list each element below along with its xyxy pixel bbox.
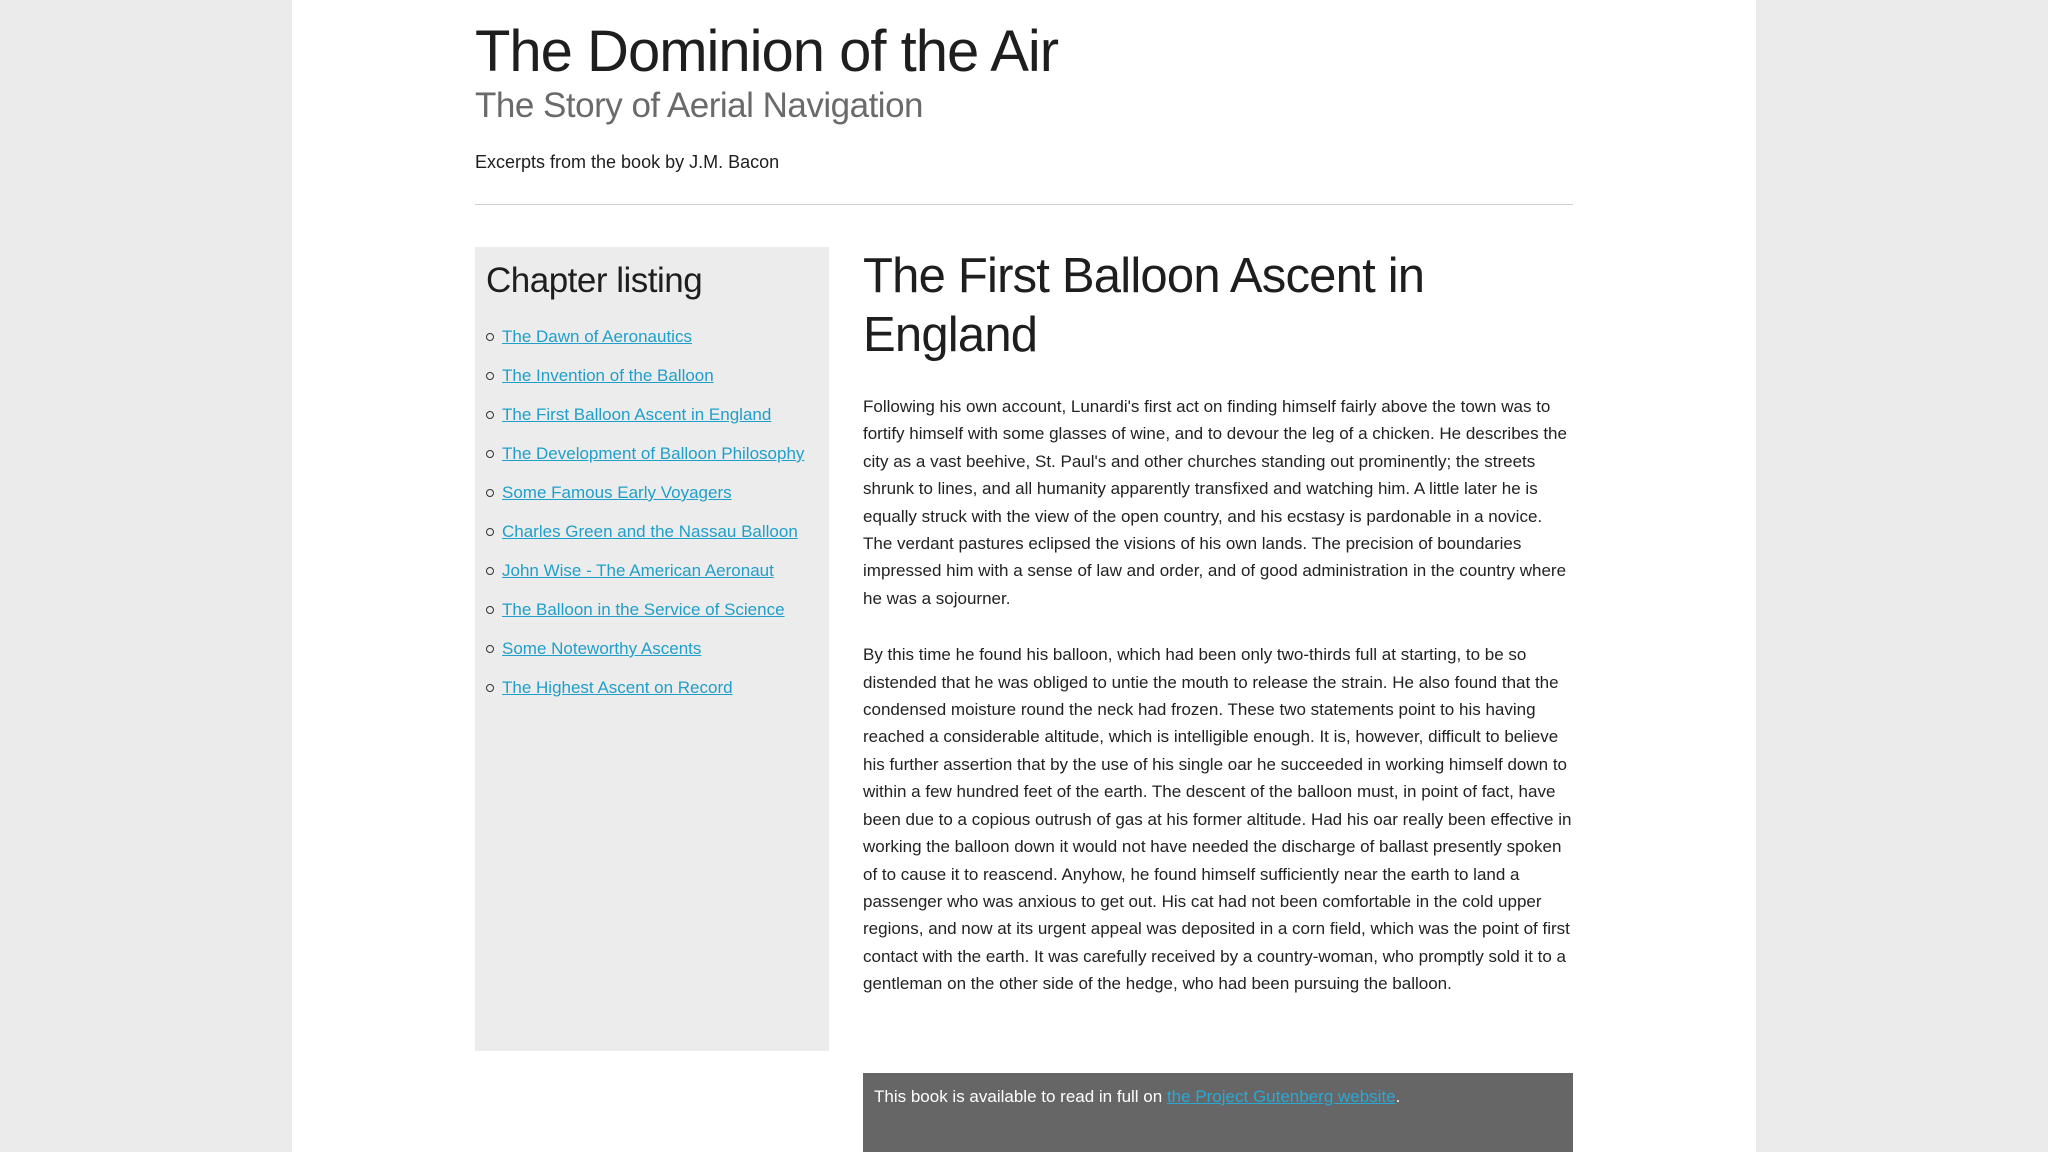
bullet-icon [486,606,494,614]
chapter-link-balloon-philosophy[interactable]: The Development of Balloon Philosophy [502,444,805,463]
site-title: The Dominion of the Air [475,19,1059,84]
chapter-list-item [486,561,804,600]
byline: Excerpts from the book by J.M. Bacon [475,152,780,172]
bullet-icon [486,411,494,419]
chapter-link-early-voyagers[interactable]: Some Famous Early Voyagers [502,483,732,502]
chapter-list [486,327,804,717]
article-body [863,393,1573,998]
bullet-icon [486,645,494,653]
notice-text [874,1087,1400,1107]
chapter-list-item [486,327,804,366]
notice-text-before: This book is available to read in full on [874,1087,1167,1106]
bullet-icon [486,372,494,380]
page-container [292,0,1756,1152]
article-paragraph: By this time he found his balloon, which had been only two-thirds full at starting, to be so distended that he was obliged to untie the mouth to release the strain. He also found that the condensed moisture round the neck had frozen. These two statements point to his having reached a considerable altitude, which is intelligible enough. It is, however, difficult to believe his further assertion that by the use of his single oar he succeeded in working himself down to within a few hundred feet of the earth. The descent of the balloon must, in point of fact, have been due to a copious outrush of gas at his former altitude. Had his oar really been effective in working the balloon down it would not have needed the discharge of ballast presently spoken of to cause it to reascend. Anyhow, he found himself sufficiently near the earth to land a passenger who was anxious to get out. His cat had not been comfortable in the cold upper regions, and now at its urgent appeal was deposited in a corn field, which was the point of first contact with the earth. It was carefully received by a country-woman, who promptly sold it to a gentleman on the other side of the hedge, who had been pursuing the balloon. [863,645,1572,994]
gutenberg-notice [863,1073,1573,1152]
chapter-list-item [486,522,804,561]
sidebar-heading: Chapter listing [486,261,703,300]
chapter-list-item [486,600,804,639]
chapter-list-item [486,366,804,405]
bullet-icon [486,333,494,341]
site-subtitle: The Story of Aerial Navigation [475,86,924,125]
bullet-icon [486,450,494,458]
chapter-list-item [486,639,804,678]
chapter-link-dawn-of-aeronautics[interactable]: The Dawn of Aeronautics [502,327,692,346]
chapter-link-invention-of-balloon[interactable]: The Invention of the Balloon [502,366,714,385]
chapter-link-charles-green[interactable]: Charles Green and the Nassau Balloon [502,522,798,541]
chapter-list-item [486,483,804,522]
chapter-list-item [486,444,804,483]
bullet-icon [486,684,494,692]
bullet-icon [486,567,494,575]
article-title: The First Balloon Ascent in England [863,249,1425,362]
gutenberg-link[interactable]: the Project Gutenberg website [1166,1087,1396,1106]
article-content [863,247,1573,1027]
chapter-link-service-of-science[interactable]: The Balloon in the Service of Science [502,600,785,619]
chapter-list-item [486,678,804,717]
article-paragraph: Following his own account, Lunardi's first act on finding himself fairly above the town was to fortify himself with some glasses of wine, and to devour the leg of a chicken. He describes the city as a vast beehive, St. Paul's and other churches standing out prominently; the streets shrunk to lines, and all humanity apparently transfixed and watching him. A little later he is equally struck with the view of the open country, and his ecstasy is pardonable in a novice. The verdant pastures eclipsed the visions of his own lands. The precision of boundaries impressed him with a sense of law and order, and of good administration in the country where he was a sojourner. [863,397,1567,608]
bullet-icon [486,528,494,536]
notice-text-after: . [1395,1087,1401,1106]
chapter-link-john-wise[interactable]: John Wise - The American Aeronaut [502,561,774,580]
chapter-link-first-balloon-ascent[interactable]: The First Balloon Ascent in England [502,405,772,424]
chapter-sidebar [475,247,829,1051]
chapter-link-noteworthy-ascents[interactable]: Some Noteworthy Ascents [502,639,702,658]
header-divider [475,204,1573,205]
chapter-link-highest-ascent[interactable]: The Highest Ascent on Record [502,678,733,697]
bullet-icon [486,489,494,497]
chapter-list-item [486,405,804,444]
